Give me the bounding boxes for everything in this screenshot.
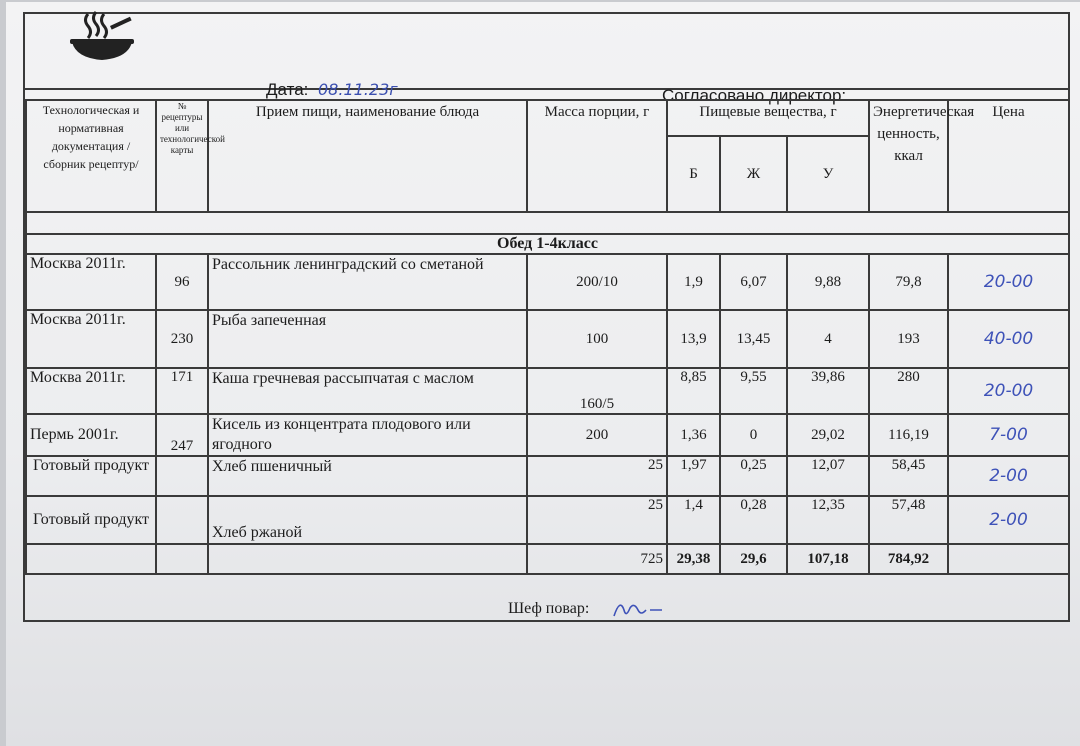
row-dish-name: Хлеб ржаной	[208, 496, 527, 544]
row-u: 39,86	[787, 368, 869, 414]
row-dish-name: Кисель из концентрата плодового или ягодного	[208, 414, 527, 456]
row-u: 12,07	[787, 456, 869, 496]
row-dish-name: Рыба запеченная	[208, 310, 527, 368]
row-mass: 25	[527, 496, 667, 544]
row-zh: 13,45	[720, 310, 787, 368]
row-mass: 25	[527, 456, 667, 496]
row-b: 1,4	[667, 496, 720, 544]
row-price: 2-00	[948, 456, 1069, 496]
row-zh: 0,28	[720, 496, 787, 544]
row-price: 2-00	[948, 496, 1069, 544]
totals-empty	[26, 544, 156, 574]
row-kcal: 193	[869, 310, 948, 368]
row-b: 13,9	[667, 310, 720, 368]
row-recipe: 247	[156, 414, 208, 456]
table-row	[26, 254, 1069, 310]
row-dish-name: Хлеб пшеничный	[208, 456, 527, 496]
approved-label: Согласовано директор:	[662, 86, 847, 105]
row-u: 4	[787, 310, 869, 368]
col-header-doc: Технологическая и нормативная документация / сборник рецептур/	[26, 100, 156, 212]
row-zh: 6,07	[720, 254, 787, 310]
row-dish-name: Рассольник ленинградский со сметаной	[208, 254, 527, 310]
col-header-mass: Масса порции, г	[527, 100, 667, 212]
totals-row	[26, 544, 1069, 574]
totals-empty	[208, 544, 527, 574]
col-header-b: Б	[667, 136, 720, 212]
row-kcal: 79,8	[869, 254, 948, 310]
row-b: 8,85	[667, 368, 720, 414]
row-recipe: 230	[156, 310, 208, 368]
row-mass: 160/5	[527, 368, 667, 414]
row-u: 9,88	[787, 254, 869, 310]
table-row	[26, 414, 1069, 456]
col-header-energy: Энергетическая ценность, ккал	[869, 100, 948, 212]
totals-empty	[948, 544, 1069, 574]
col-header-zh: Ж	[720, 136, 787, 212]
col-header-nutrients: Пищевые вещества, г	[667, 100, 869, 136]
row-recipe: 171	[156, 368, 208, 414]
row-kcal: 57,48	[869, 496, 948, 544]
row-kcal: 280	[869, 368, 948, 414]
row-recipe	[156, 456, 208, 496]
row-mass: 100	[527, 310, 667, 368]
table-row	[26, 456, 1069, 496]
row-zh: 9,55	[720, 368, 787, 414]
row-source: Пермь 2001г.	[26, 414, 156, 456]
row-mass: 200	[527, 414, 667, 456]
chef-signature	[610, 596, 670, 622]
row-recipe	[156, 496, 208, 544]
row-kcal: 116,19	[869, 414, 948, 456]
row-source: Готовый продукт	[26, 456, 156, 496]
row-mass: 200/10	[527, 254, 667, 310]
row-source: Москва 2011г.	[26, 254, 156, 310]
col-header-meal: Прием пищи, наименование блюда	[208, 100, 527, 212]
row-u: 12,35	[787, 496, 869, 544]
date-label: Дата:	[266, 80, 309, 99]
chef-label: Шеф повар:	[508, 600, 590, 617]
table-row	[26, 310, 1069, 368]
row-dish-name: Каша гречневая рассыпчатая с маслом	[208, 368, 527, 414]
total-zh: 29,6	[720, 544, 787, 574]
col-header-price: Цена	[948, 100, 1069, 212]
header-divider	[23, 88, 1070, 90]
row-price: 40-00	[948, 310, 1069, 368]
row-zh: 0,25	[720, 456, 787, 496]
row-recipe: 96	[156, 254, 208, 310]
row-b: 1,97	[667, 456, 720, 496]
spacer-row	[26, 212, 1069, 234]
table-row	[26, 368, 1069, 414]
row-u: 29,02	[787, 414, 869, 456]
row-b: 1,9	[667, 254, 720, 310]
total-b: 29,38	[667, 544, 720, 574]
total-u: 107,18	[787, 544, 869, 574]
col-header-recipe: № рецептуры или технологической карты	[156, 100, 208, 212]
row-source: Москва 2011г.	[26, 368, 156, 414]
total-mass: 725	[527, 544, 667, 574]
menu-table	[25, 99, 1070, 575]
row-price: 7-00	[948, 414, 1069, 456]
row-zh: 0	[720, 414, 787, 456]
row-price: 20-00	[948, 254, 1069, 310]
date-value: 08.11.23г	[318, 80, 398, 99]
row-kcal: 58,45	[869, 456, 948, 496]
steaming-bowl-icon	[66, 10, 136, 62]
table-row	[26, 496, 1069, 544]
section-title: Обед 1-4класс	[26, 234, 1069, 254]
col-header-u: У	[787, 136, 869, 212]
row-price: 20-00	[948, 368, 1069, 414]
totals-empty	[156, 544, 208, 574]
row-source: Москва 2011г.	[26, 310, 156, 368]
total-kcal: 784,92	[869, 544, 948, 574]
row-source: Готовый продукт	[26, 496, 156, 544]
row-b: 1,36	[667, 414, 720, 456]
